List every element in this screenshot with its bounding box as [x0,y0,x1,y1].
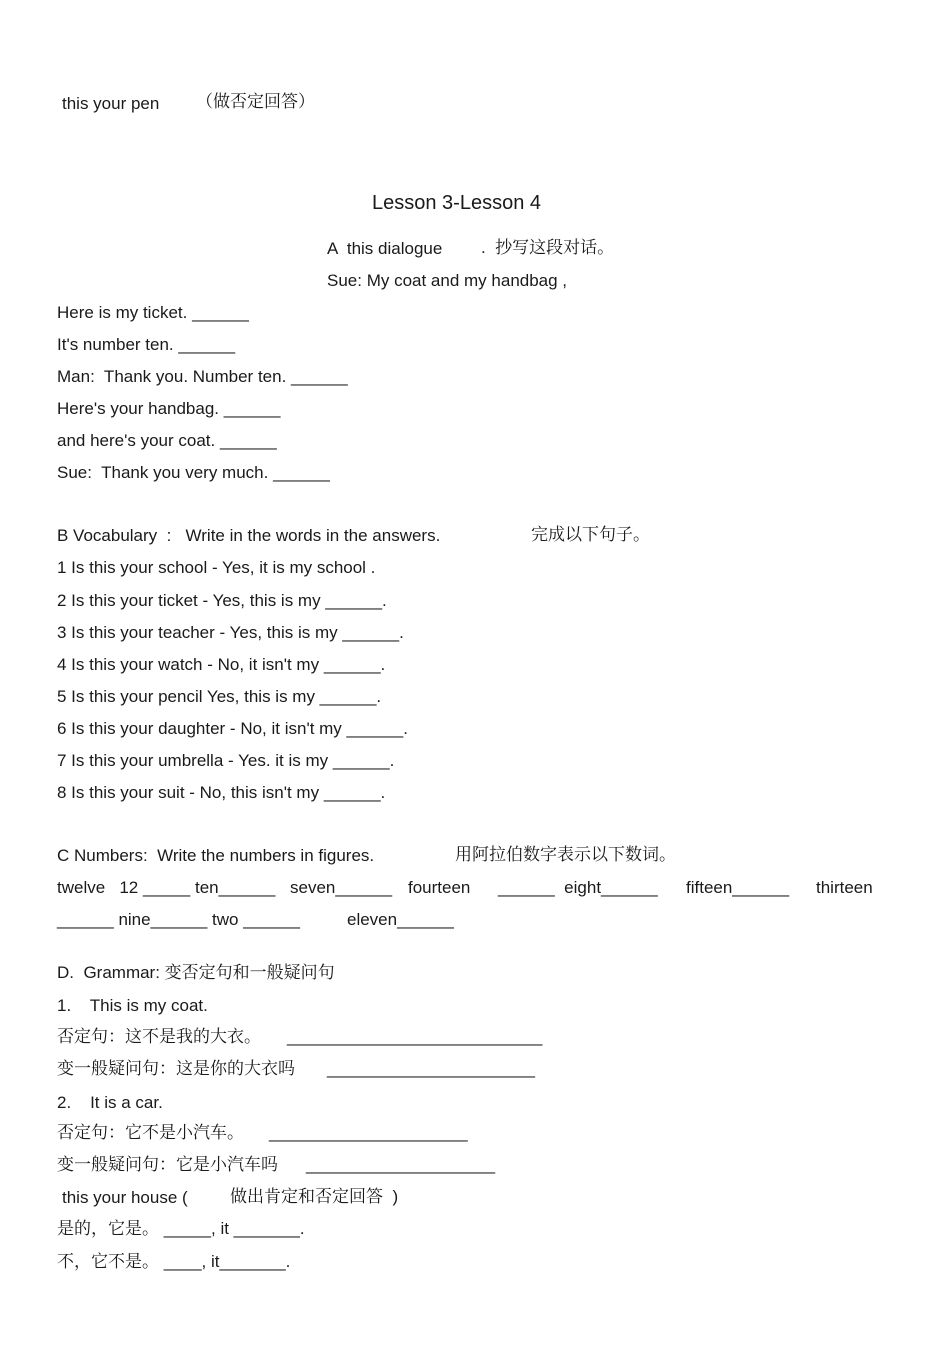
house-question: this your house ( [62,1188,188,1207]
vocab-item: 2 Is this your ticket - Yes, this is my ______. [57,591,387,610]
vocab-item: 7 Is this your umbrella - Yes. it is my ______. [57,751,395,770]
dialogue-line: Here's your handbag. ______ [57,399,281,418]
q1-question-label: 变一般疑问句：这是你的大衣吗 [57,1059,295,1078]
section-c-instruction: 用阿拉伯数字表示以下数词。 [455,845,676,864]
section-b-instruction: 完成以下句子。 [531,525,650,544]
numbers-row-1e: fifteen______ [686,878,790,897]
numbers-row-1a: twelve 12 _____ ten______ [57,878,276,897]
dialogue-line: It's number ten. ______ [57,335,236,354]
q2-question-label: 变一般疑问句：它是小汽车吗 [57,1155,278,1174]
numbers-row-1d: ______ eight______ [498,878,658,897]
vocab-item: 1 Is this your school - Yes, it is my school . [57,558,376,577]
dialogue-line: and here's your coat. ______ [57,431,277,450]
dialogue-line: Sue: Thank you very much. ______ [57,463,330,482]
dialogue-line: Here is my ticket. ______ [57,303,249,322]
grammar-question-1: 1. This is my coat. [57,996,208,1015]
section-c-heading: C Numbers: Write the numbers in figures. [57,846,375,865]
section-a-heading: A this dialogue [327,239,443,258]
vocab-item: 8 Is this your suit - No, this isn't my ______. [57,783,386,802]
section-b-heading: B Vocabulary : Write in the words in the answers. [57,526,441,545]
q2-question-blank[interactable]: ____________________ [306,1155,496,1174]
section-a-sue-line: Sue: My coat and my handbag , [327,271,568,290]
q2-negative-blank[interactable]: _____________________ [269,1123,468,1142]
section-d-heading: D. Grammar: 变否定句和一般疑问句 [57,963,335,982]
q2-negative-label: 否定句：它不是小汽车。 [57,1123,244,1142]
no-answer-line: 不，它不是。 ____, it_______. [57,1252,291,1271]
numbers-row-1c: fourteen [408,878,471,897]
page-title: Lesson 3-Lesson 4 [372,192,542,214]
top-instruction: （做否定回答） [196,92,315,111]
q1-negative-blank[interactable]: ___________________________ [287,1027,543,1046]
vocab-item: 4 Is this your watch - No, it isn't my ______. [57,655,386,674]
numbers-row-1f: thirteen [816,878,873,897]
house-instruction: 做出肯定和否定回答 ) [230,1187,399,1206]
grammar-question-2: 2. It is a car. [57,1093,163,1112]
section-a-instruction: . 抄写这段对话。 [481,238,615,257]
numbers-row-1b: seven______ [290,878,393,897]
numbers-row-2b: eleven______ [347,910,454,929]
numbers-row-2a: ______ nine______ two ______ [57,910,300,929]
vocab-item: 5 Is this your pencil Yes, this is my ______. [57,687,382,706]
q1-negative-label: 否定句：这不是我的大衣。 [57,1027,261,1046]
top-question: this your pen [62,94,160,113]
dialogue-line: Man: Thank you. Number ten. ______ [57,367,348,386]
vocab-item: 3 Is this your teacher - Yes, this is my ______. [57,623,404,642]
yes-answer-line: 是的，它是。 _____, it _______. [57,1219,305,1238]
q1-question-blank[interactable]: ______________________ [327,1059,536,1078]
vocab-item: 6 Is this your daughter - No, it isn't my ______. [57,719,408,738]
